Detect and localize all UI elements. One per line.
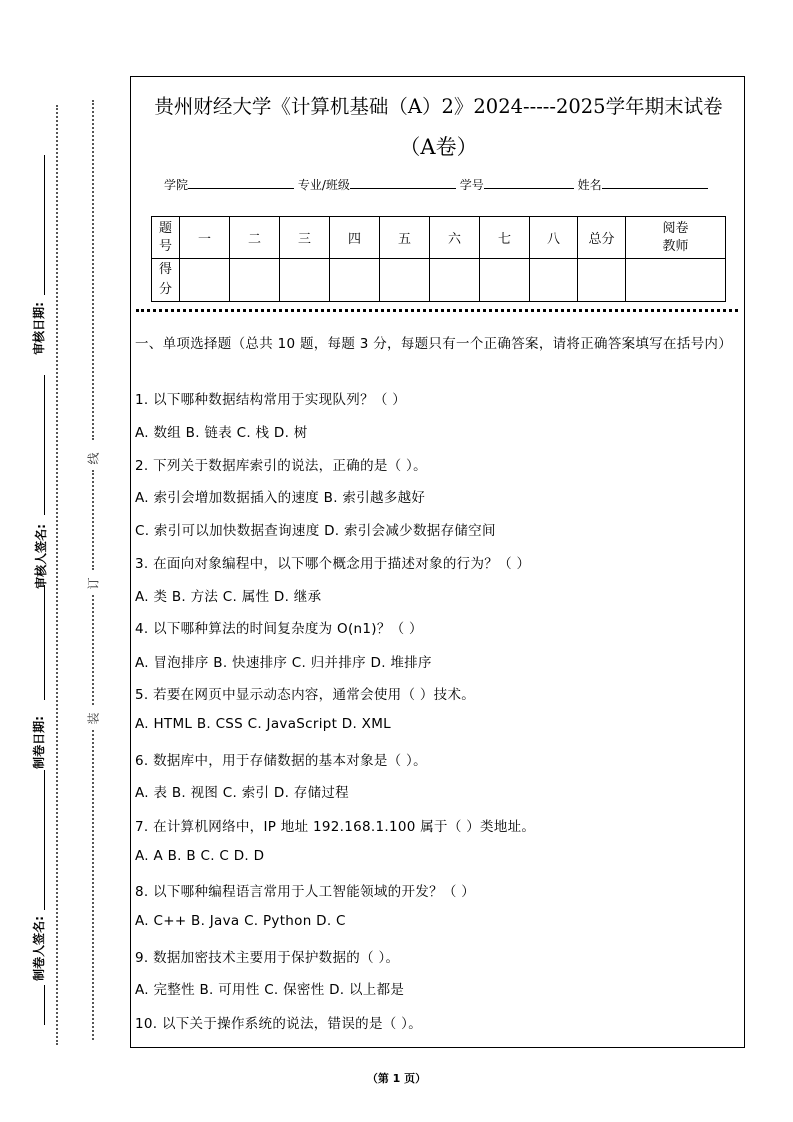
- zhuang-mark: 装: [86, 712, 101, 725]
- score-header-cell: 四: [330, 217, 380, 259]
- score-header-cell: 六: [430, 217, 480, 259]
- score-cell[interactable]: [380, 259, 430, 302]
- name-field[interactable]: [602, 176, 708, 189]
- options-line: A. 索引会增加数据插入的速度 B. 索引越多越好: [135, 490, 426, 506]
- college-label: 学院: [164, 178, 189, 192]
- options-line: A. C++ B. Java C. Python D. C: [135, 913, 346, 929]
- student-info: [164, 176, 708, 193]
- question-line: 5. 若要在网页中显示动态内容，通常会使用（ ）技术。: [135, 687, 476, 703]
- score-header-row: [152, 217, 726, 259]
- reviewer-sign-label: 审核人签名:: [33, 524, 48, 589]
- score-header-cell: 一: [180, 217, 230, 259]
- score-header-cell: 二: [230, 217, 280, 259]
- options-line: A. 数组 B. 链表 C. 栈 D. 树: [135, 425, 308, 441]
- score-value-row: [152, 259, 726, 302]
- score-cell[interactable]: [230, 259, 280, 302]
- score-header-cell: 五: [380, 217, 430, 259]
- section-heading: 一、单项选择题（总共 10 题，每题 3 分，每题只有一个正确答案，请将正确答案填写在括号内）: [135, 336, 733, 352]
- options-line: A. A B. B C. C D. D: [135, 848, 265, 864]
- score-header-cell: 总分: [578, 217, 626, 259]
- college-field[interactable]: [188, 176, 294, 189]
- score-cell[interactable]: [280, 259, 330, 302]
- ding-mark: 订: [86, 577, 101, 590]
- score-cell[interactable]: [330, 259, 380, 302]
- student-id-field[interactable]: [484, 176, 574, 189]
- options-line: A. 完整性 B. 可用性 C. 保密性 D. 以上都是: [135, 982, 405, 998]
- question-line: 10. 以下关于操作系统的说法，错误的是（ ）。: [135, 1016, 423, 1032]
- line-mark: 线: [86, 452, 101, 465]
- options-line: C. 索引可以加快数据查询速度 D. 索引会减少数据存储空间: [135, 523, 496, 539]
- cut-dotted-line-mid2: [92, 595, 94, 705]
- question-line: 6. 数据库中，用于存储数据的基本对象是（ ）。: [135, 753, 427, 769]
- options-line: A. 表 B. 视图 C. 索引 D. 存储过程: [135, 785, 349, 801]
- exam-subtitle: （A卷）: [399, 135, 478, 159]
- maker-sign-label: 制卷人签名:: [31, 916, 46, 981]
- score-header-cell: 题号: [152, 217, 180, 259]
- score-cell[interactable]: [430, 259, 480, 302]
- question-line: 8. 以下哪种编程语言常用于人工智能领域的开发？（ ）: [135, 884, 476, 900]
- score-header-cell: 七: [480, 217, 530, 259]
- make-date-label: 制卷日期:: [31, 716, 46, 769]
- cut-dotted-line-mid: [92, 470, 94, 570]
- major-label: 专业/班级: [297, 178, 350, 192]
- score-cell[interactable]: [578, 259, 626, 302]
- score-cell[interactable]: [480, 259, 530, 302]
- question-line: 7. 在计算机网络中，IP 地址 192.168.1.100 属于（ ）类地址。: [135, 819, 536, 835]
- student-id-label: 学号: [459, 178, 484, 192]
- maker-sign-line: [44, 770, 45, 910]
- score-header-cell: 阅卷教师: [626, 217, 726, 259]
- score-cell[interactable]: [530, 259, 578, 302]
- question-line: 1. 以下哪种数据结构常用于实现队列？（ ）: [135, 392, 407, 408]
- options-line: A. HTML B. CSS C. JavaScript D. XML: [135, 716, 392, 732]
- review-date-label: 审核日期:: [31, 302, 46, 355]
- name-label: 姓名: [577, 178, 602, 192]
- major-field[interactable]: [350, 176, 456, 189]
- score-header-cell: 八: [530, 217, 578, 259]
- cut-dotted-line-top: [92, 100, 94, 440]
- options-line: A. 类 B. 方法 C. 属性 D. 继承: [135, 589, 322, 605]
- question-line: 4. 以下哪种算法的时间复杂度为 O(n1)？（ ）: [135, 621, 423, 637]
- score-cell[interactable]: [180, 259, 230, 302]
- question-line: 3. 在面向对象编程中，以下哪个概念用于描述对象的行为？（ ）: [135, 556, 531, 572]
- score-row-label: 得分: [152, 259, 180, 302]
- question-line: 2. 下列关于数据库索引的说法，正确的是（ ）。: [135, 458, 427, 474]
- exam-title: 贵州财经大学《计算机基础（A）2》2024-----2025学年期末试卷: [154, 95, 723, 118]
- cut-dotted-line-outer: [56, 105, 58, 1045]
- score-table: [151, 216, 726, 302]
- options-line: A. 冒泡排序 B. 快速排序 C. 归并排序 D. 堆排序: [135, 655, 432, 671]
- make-date-line: [44, 585, 45, 700]
- reviewer-sign-line: [44, 375, 45, 515]
- maker-sign-line-bottom: [44, 985, 45, 1025]
- review-date-line: [44, 155, 45, 295]
- cut-dotted-line-bottom: [92, 730, 94, 1040]
- separator-dotted-line: [136, 309, 738, 312]
- score-header-cell: 三: [280, 217, 330, 259]
- question-line: 9. 数据加密技术主要用于保护数据的（ ）。: [135, 950, 400, 966]
- score-cell[interactable]: [626, 259, 726, 302]
- page-number: （第 1 页）: [366, 1072, 427, 1085]
